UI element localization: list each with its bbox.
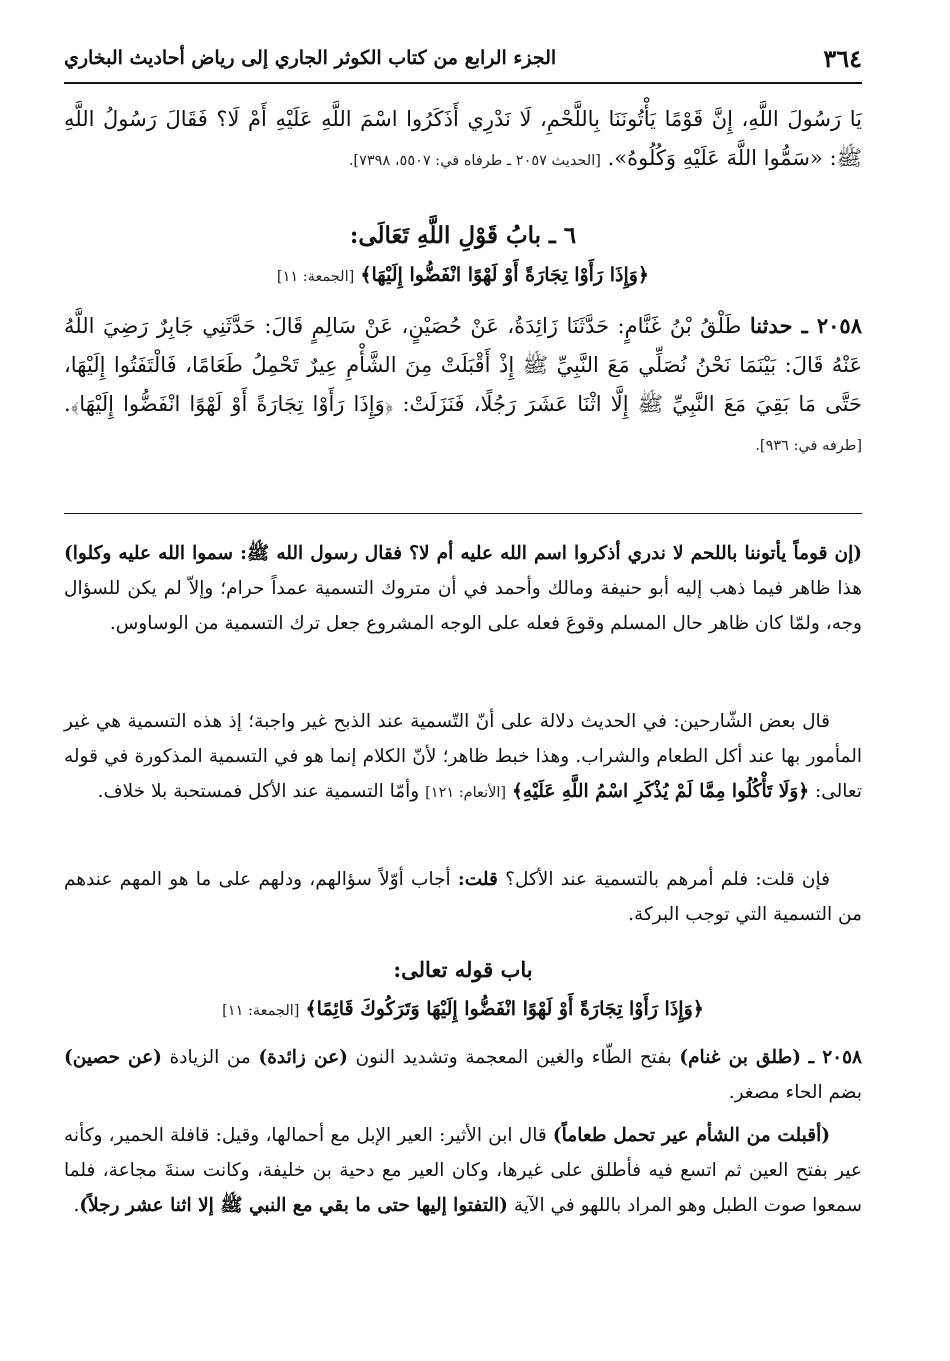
section-divider [64,513,862,514]
hadith-number-intro: ٢٠٥٨ ـ حدثنا [749,313,862,338]
commentary-lemma-5: (أقبلت من الشأم عير تحمل طعاماً) [552,1125,830,1146]
hadith-ref: [طرفه في: ٩٣٦]. [755,438,862,454]
header-rule [64,82,862,84]
hadith-continuation [64,100,862,181]
chapter-verse-ref: [الجمعة: ١١] [276,269,355,285]
page-header [64,38,862,78]
commentary-tail-2: وأمّا التسمية عند الأكل فمستحبة بلا خلاف. [97,781,420,802]
hadith-continuation-text: يَا رَسُولَ اللَّهِ، إِنَّ قَوْمًا يَأْتُونَنَا بِاللَّحْمِ، لَا نَدْرِي أَذَكَرُوا اسْمَ اللَّهِ عَلَيْهِ أَمْ لَا؟ فَقَالَ رَسُولُ اللَّهِ ﷺ: «سَمُّوا اللَّهَ عَلَيْهِ وَكُلُوهُ». [64,107,862,170]
hadith-reference: [الحديث ٢٠٥٧ ـ طرفاه في: ٥٥٠٧، ٧٣٩٨]. [348,153,601,169]
chapter-verse [64,258,862,294]
commentary-paragraph-1 [64,536,862,641]
running-title: الجزء الرابع من كتاب الكوثر الجاري إلى رياض أحاديث البخاري [64,47,557,69]
chapter-title: ٦ ـ بابُ قَوْلِ اللَّهِ تَعَالَى: [349,222,577,249]
commentary-text-1: هذا ظاهر فيما ذهب إليه أبو حنيفة ومالك وأحمد في أن متروك التسمية عمداً حرام؛ وإلاّ لم يكن للسؤال وجه، ولمّا كان ظاهر حال المسلم وقوعَ فعله على الوجه المشروع جعل ترك التسمية من الوساوس. [64,578,862,634]
commentary-subheading: باب قوله تعالى: [393,957,533,982]
chapter-verse-text: ﴿وَإِذَا رَأَوْا تِجَارَةً أَوْ لَهْوًا انْفَضُّوا إِلَيْهَا﴾ [360,264,650,286]
commentary-text-2: قال بعض الشّارحين: في الحديث دلالة على أنّ التّسمية عند الذبح غير واجبة؛ إذ هذه التسمية هي غير المأمور بها عند أكل الطعام والشراب. وهذا خبط ظاهر؛ لأنّ الكلام إنما هو في التسمية المذكورة في قوله تعالى: [64,711,862,802]
commentary-lemma-4a: (طلق بن غنام) [679,1047,802,1068]
commentary-text-4c: بضم الحاء مصغر. [728,1082,862,1103]
commentary-lemma-1: (إن قوماً يأتوننا باللحم لا ندري أذكروا اسم الله عليه أم لا؟ فقال رسول الله ﷺ: سموا الله عليه وكلوا) [64,543,862,564]
commentary-text-4b: من الزيادة [169,1047,251,1068]
commentary-paragraph-2 [64,704,862,811]
commentary-subverse [64,992,862,1028]
commentary-verse-ref-2: [الأنعام: ١٢١] [425,785,507,801]
commentary-verse-2: ﴿وَلَا تَأْكُلُوا مِمَّا لَمْ يُذْكَرِ اسْمُ اللَّهِ عَلَيْهِ﴾ [511,781,810,802]
commentary-text-4a: بفتح الطّاء والغين المعجمة وتشديد النون [355,1047,672,1068]
commentary-text-5: قال ابن الأثير: العير الإبل مع أحمالها، وقيل: قافلة الحمير، وكأنه عير بفتح العين ثم اتسع فيه فأطلق على غيرها، وكان العير مع دحية بن خليفة، وكانت سنةَ مجاعة، فلما سمعوا صوت الطبل وهو المراد باللهو في الآية [64,1125,862,1216]
hadith-text: طَلْقُ بْنُ غَنَّامٍ: حَدَّثَنَا زَائِدَةُ، عَنْ حُصَيْنٍ، عَنْ سَالِمٍ قَالَ: حَدَّثَنِي جَابِرٌ رَضِيَ اللَّهُ عَنْهُ قَالَ: بَيْنَمَا نَحْنُ نُصَلِّي مَعَ النَّبِيِّ ﷺ إِذْ أَقْبَلَتْ مِنَ الشَّأْمِ عِيرٌ تَحْمِلُ طَعَامًا، فَالْتَفَتُوا إِلَيْهَا، حَتَّى مَا بَقِيَ مَعَ النَّبِيِّ ﷺ إِلَّا اثْنَا عَشَرَ رَجُلًا، فَنَزَلَتْ: ﴿وَإِذَا رَأَوْا تِجَارَةً أَوْ لَهْوًا انْفَضُّوا إِلَيْهَا﴾. [64,314,862,416]
commentary-number-4: ٢٠٥٨ ـ [808,1047,862,1068]
commentary-paragraph-3 [64,862,862,932]
commentary-text-3: فإن قلت: فلم أمرهم بالتسمية عند الأكل؟ [505,869,830,890]
commentary-tail-3: أجاب أوّلاً سؤالهم، ودلهم على ما هو المهم عندهم من التسمية التي توجب البركة. [64,869,862,925]
commentary-qult: قلت: [457,869,498,890]
commentary-paragraph-4 [64,1040,862,1110]
hadith-2058 [64,306,862,466]
commentary-lemma-5b: (التفتوا إليها حتى ما بقي مع النبي ﷺ إلا اثنا عشر رجلاً) [79,1195,508,1216]
commentary-lemma-4c: (عن حصين) [64,1047,162,1068]
commentary-subverse-text: ﴿وَإِذَا رَأَوْا تِجَارَةً أَوْ لَهْوًا انْفَضُّوا إِلَيْهَا وَتَرَكُوكَ قَائِمًا﴾ [305,998,704,1020]
commentary-paragraph-5 [64,1118,862,1223]
commentary-subverse-ref: [الجمعة: ١١] [222,1003,300,1019]
commentary-lemma-4b: (عن زائدة) [258,1047,348,1068]
page-number: ٣٦٤ [823,43,862,73]
commentary-tail-5: . [73,1195,80,1216]
